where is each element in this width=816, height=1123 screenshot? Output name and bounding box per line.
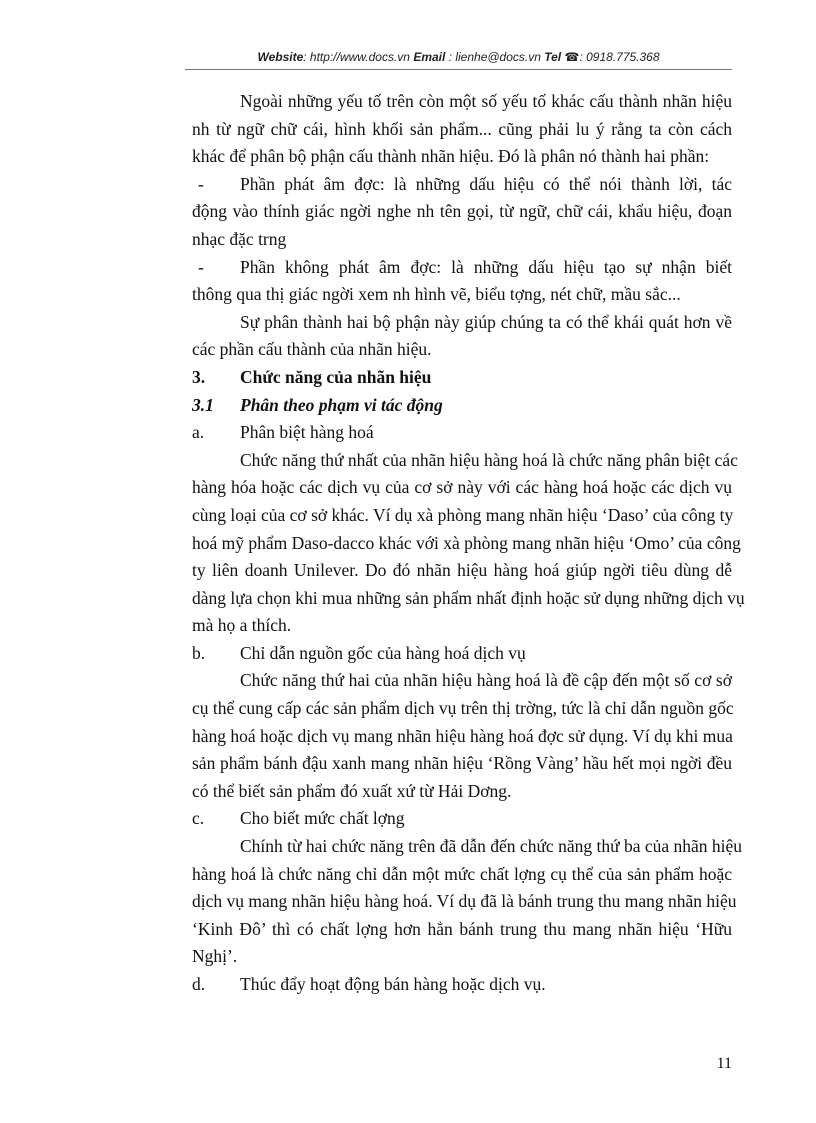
text-line: Chức năng thứ hai của nhãn hiệu hàng hoá là đề cập đến một số cơ sở [240,670,732,691]
text-line: Chức năng thứ nhất của nhãn hiệu hàng hoá là chức năng phân biệt các [240,449,738,470]
item-title: Chỉ dẫn nguồn gốc của hàng hoá dịch vụ [240,642,526,663]
item-label: a. [192,422,205,443]
email-label: Email [413,50,446,64]
item-heading [192,805,732,833]
bullet-dash: - [198,173,204,194]
text-line: thông qua thị giác ngời xem nh hình vẽ, biểu tợng, nét chữ, mầu sắc... [192,284,681,305]
website-value: : http://www.docs.vn [303,50,410,64]
item-label: c. [192,808,205,829]
header-divider [185,69,732,70]
bullet-item [192,254,732,282]
text-line: các phần cấu thành của nhãn hiệu. [192,339,432,360]
text-line: dịch vụ mang nhãn hiệu hàng hoá. Ví dụ đã là bánh trung thu mang nhãn hiệu [192,891,737,912]
text-line: hàng hóa hoặc các dịch vụ của cơ sở này với các hàng hoá hoặc các dịch vụ [192,477,732,498]
section-heading [192,364,732,392]
subsection-number: 3.1 [192,394,214,415]
item-label: b. [192,642,206,663]
item-heading [192,640,732,668]
text-line: hàng hoá là chức năng chỉ dẫn một mức chất lợng cụ thể của sản phẩm hoặc [192,863,732,884]
text-line: nh từ ngữ chữ cái, hình khối sản phẩm... cũng phải lu ý rằng ta còn cách [192,118,732,139]
text-line: Ngoài những yếu tố trên còn một số yếu tố khác cấu thành nhãn hiệu [240,91,732,111]
phone-icon: ☎ [564,50,580,64]
section-title: Chức năng của nhãn hiệu [240,366,432,387]
text-line: khác để phân bộ phận cấu thành nhãn hiệu. Đó là phân nó thành hai phần: [192,146,710,167]
tel-value: : 0918.775.368 [579,50,660,64]
text-line: Chính từ hai chức năng trên đã dẫn đến chức năng thứ ba của nhãn hiệu [240,836,743,857]
text-line: có thể biết sản phẩm đó xuất xứ từ Hải Dơng. [192,780,512,801]
website-label: Website [257,50,304,64]
item-title: Thúc đẩy hoạt động bán hàng hoặc dịch vụ. [240,974,546,994]
text-line: sản phẩm bánh đậu xanh mang nhãn hiệu ‘Rồng Vàng’ hầu hết mọi ngời đều [192,753,732,774]
text-line: Nghị’. [192,946,238,967]
text-line: hoá mỹ phẩm Daso-dacco khác với xà phòng mang nhãn hiệu ‘Omo’ của công [192,532,741,553]
page-body [192,88,745,999]
text-line: ty liên doanh Unilever. Do đó nhãn hiệu hàng hoá giúp ngời tiêu dùng dễ [192,560,732,581]
subsection-title: Phân theo phạm vi tác động [240,394,443,415]
section-number: 3. [192,366,206,387]
subsection-heading [192,392,732,420]
text-line: ‘Kinh Đô’ thì có chất lợng hơn hẳn bánh trung thu mang nhãn hiệu ‘Hữu [192,918,732,939]
text-line: nhạc đặc trng [192,228,287,249]
text-line: hàng hoá hoặc dịch vụ mang nhãn hiệu hàng hoá đợc sử dụng. Ví dụ khi mua [192,725,733,746]
tel-label: Tel [544,50,562,64]
bullet-text: Phần phát âm đợc: là những dấu hiệu có thể nói thành lời, tác [240,173,732,194]
text-line: cụ thể cung cấp các sản phẩm dịch vụ trên thị trờng, tức là chỉ dẫn nguồn gốc [192,698,734,719]
text-line: cùng loại của cơ sở khác. Ví dụ xà phòng mang nhãn hiệu ‘Daso’ của công ty [192,504,734,525]
text-line: dàng lựa chọn khi mua những sản phẩm nhất định hoặc sử dụng những dịch vụ [192,587,745,608]
text-line: mà họ a thích. [192,615,292,636]
bullet-dash: - [198,256,204,277]
email-value: : lienhe@docs.vn [448,50,541,64]
bullet-item [192,171,732,199]
item-heading [192,971,732,999]
text-line: Sự phân thành hai bộ phận này giúp chúng ta có thể khái quát hơn về [240,311,732,332]
page-header [185,50,732,64]
item-heading [192,419,732,447]
item-title: Phân biệt hàng hoá [240,422,374,443]
item-title: Cho biết mức chất lợng [240,808,405,829]
item-label: d. [192,974,206,994]
page-number: 11 [716,1055,732,1072]
text-line: động vào thính giác ngời nghe nh tên gọi, từ ngữ, chữ cái, khẩu hiệu, đoạn [192,201,732,222]
bullet-text: Phần không phát âm đợc: là những dấu hiệu tạo sự nhận biết [240,256,732,277]
